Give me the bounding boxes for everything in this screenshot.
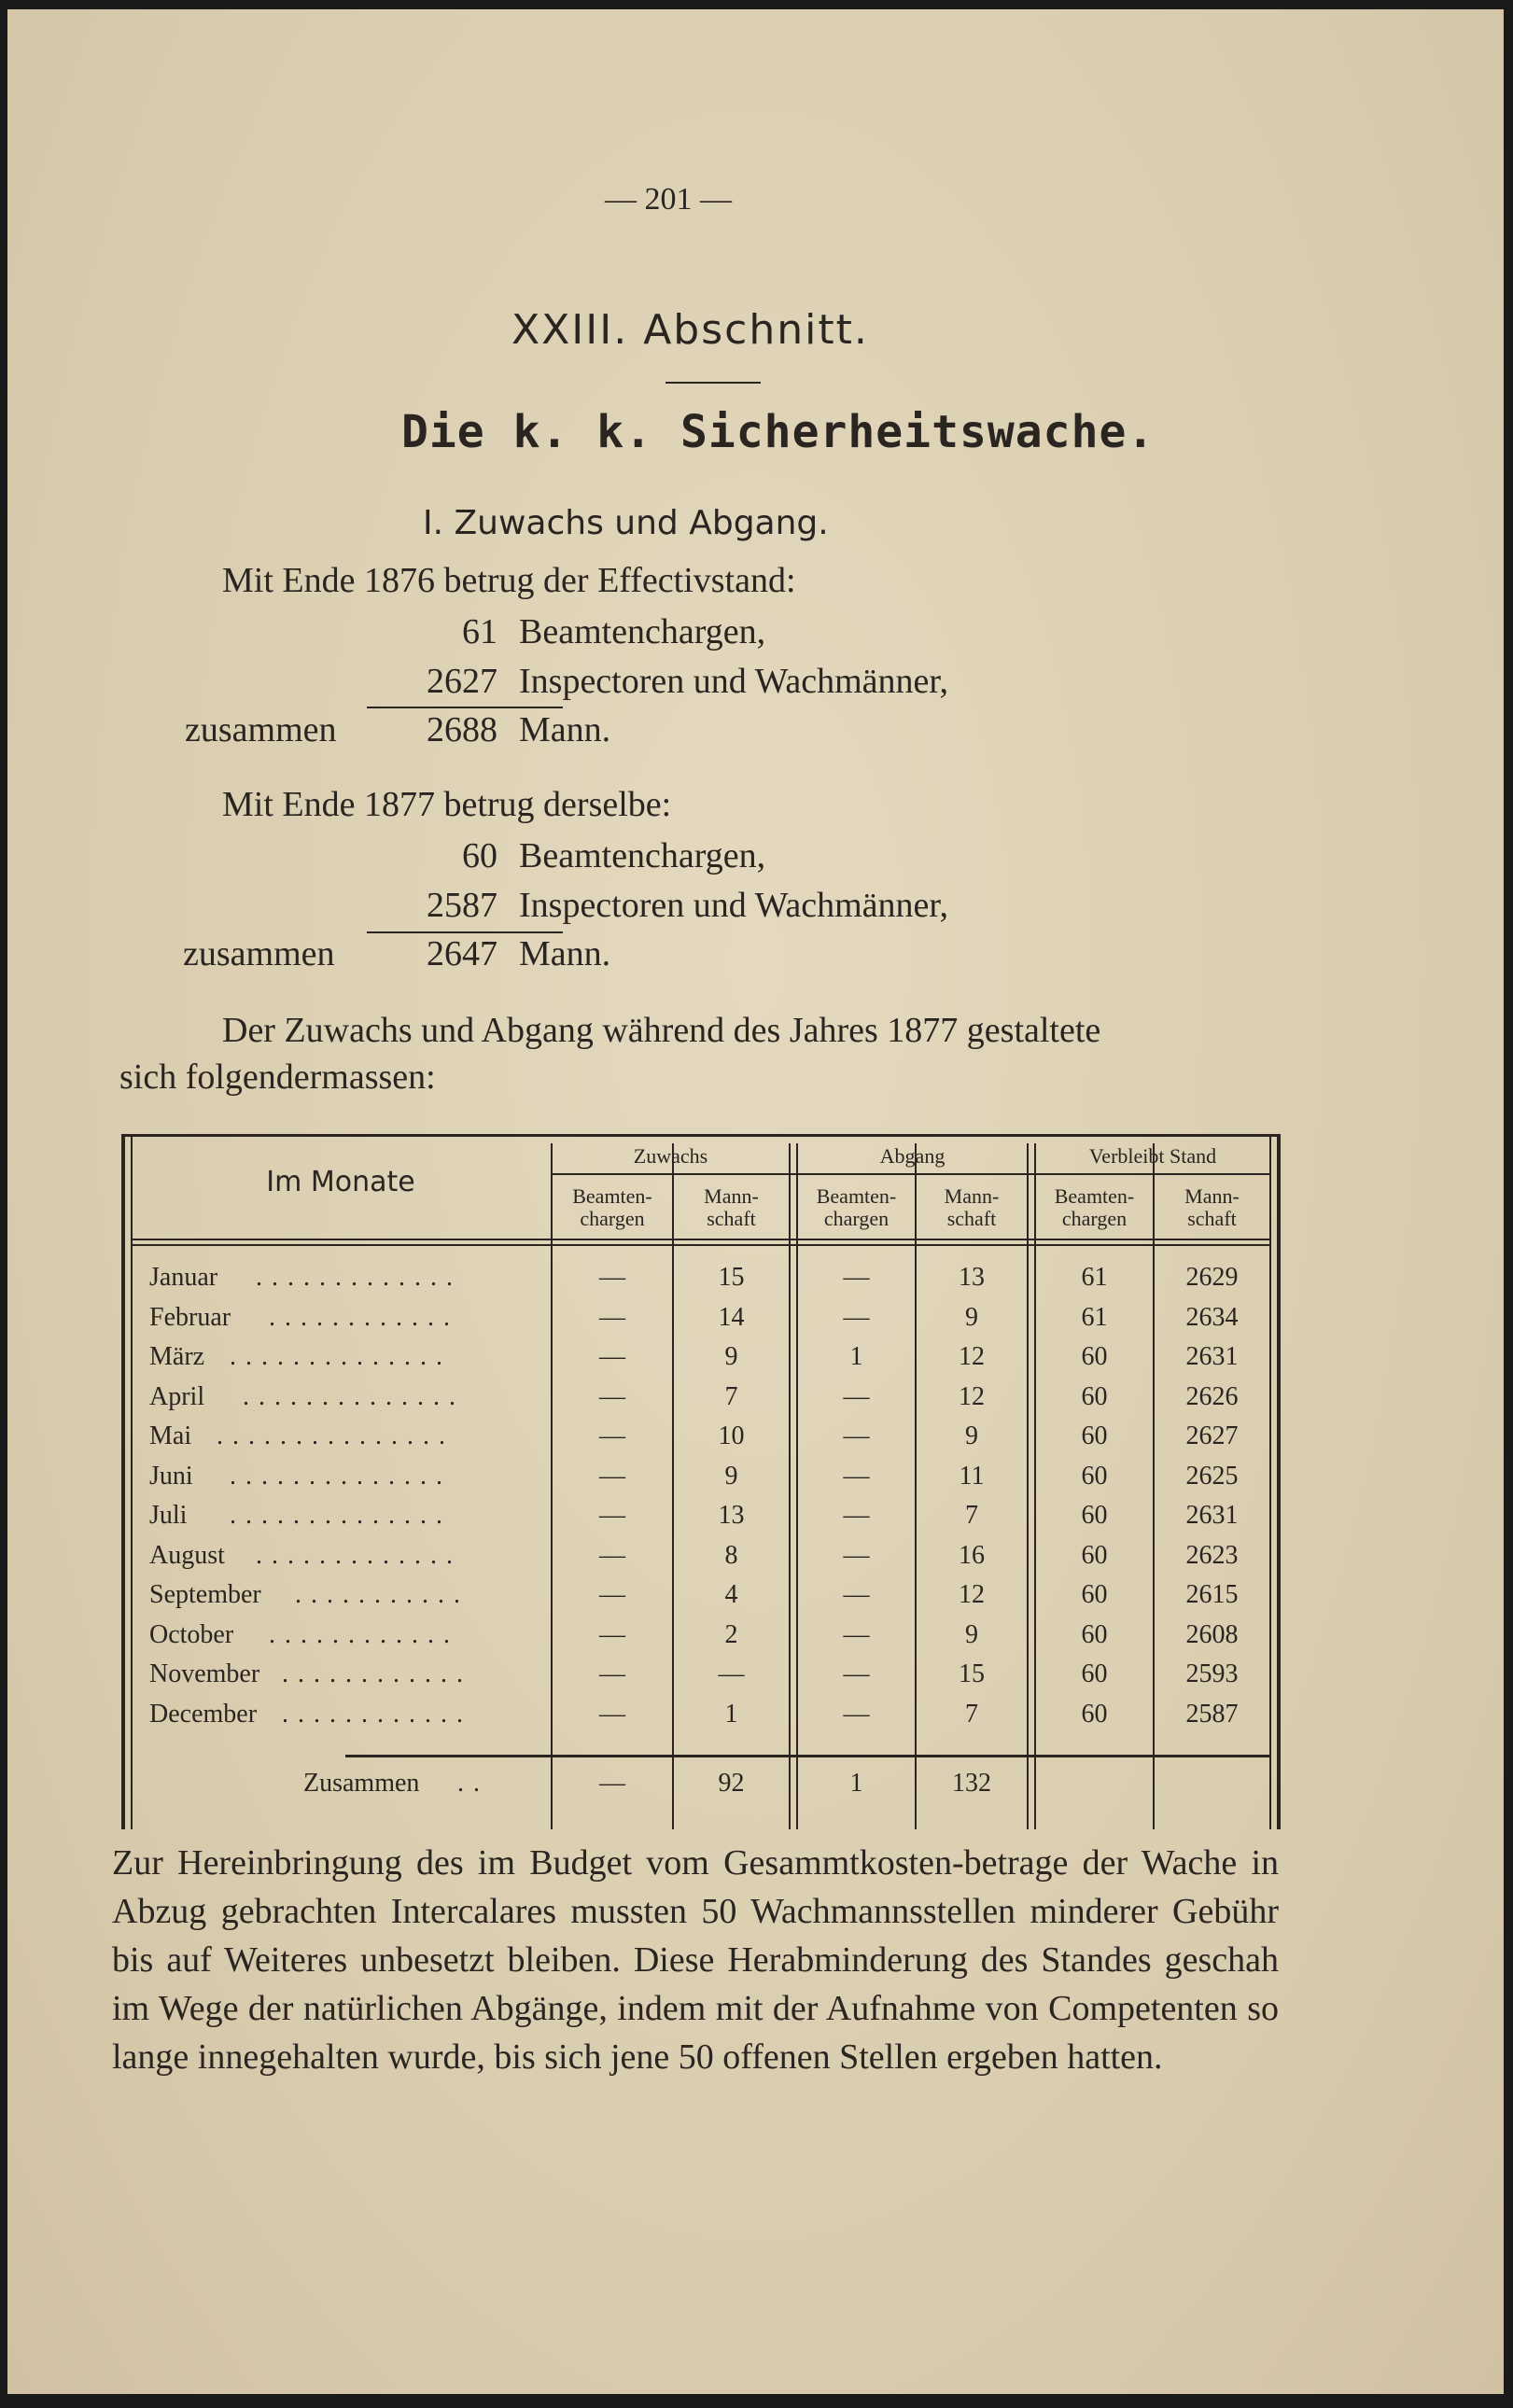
table-cell: — bbox=[599, 1769, 625, 1798]
leader-dots: .............. bbox=[230, 1342, 452, 1371]
table-cell: 13 bbox=[959, 1263, 985, 1292]
table-cell: 1 bbox=[724, 1699, 738, 1729]
count-1877-inspectoren: 2587 bbox=[427, 886, 497, 925]
intro-1877: Mit Ende 1877 betrug derselbe: bbox=[222, 785, 672, 824]
leader-dots: ............ bbox=[269, 1619, 459, 1649]
page-number: — 201 — bbox=[605, 182, 732, 217]
table-cell: 9 bbox=[965, 1302, 978, 1332]
table-cell: 2593 bbox=[1185, 1659, 1239, 1688]
month-label: August bbox=[149, 1540, 225, 1570]
table-cell: 16 bbox=[959, 1540, 985, 1570]
table-cell: 7 bbox=[724, 1381, 738, 1411]
subheader-stand-beamten: Beamten- chargen bbox=[1054, 1184, 1135, 1230]
table-cell: 132 bbox=[952, 1769, 991, 1798]
table-cell: 9 bbox=[965, 1421, 978, 1450]
table-cell: 2608 bbox=[1185, 1619, 1239, 1649]
col-divider bbox=[1027, 1143, 1029, 1829]
header-abgang: Abgang bbox=[879, 1144, 946, 1168]
month-label: October bbox=[149, 1619, 234, 1649]
table-cell: 2587 bbox=[1185, 1699, 1239, 1729]
section-heading: XXIII. Abschnitt. bbox=[511, 306, 869, 354]
table-cell: — bbox=[843, 1461, 870, 1491]
subheader-abgang-mann: Mann- schaft bbox=[944, 1184, 1000, 1230]
table-cell: 12 bbox=[959, 1580, 985, 1609]
leader-dots: ........... bbox=[295, 1580, 469, 1609]
table-cell: — bbox=[718, 1659, 745, 1688]
count-1876-beamten: 61 bbox=[462, 612, 497, 651]
table-cell: 61 bbox=[1081, 1302, 1108, 1332]
table-cell: — bbox=[599, 1699, 625, 1729]
leader-dots: .............. bbox=[243, 1381, 465, 1411]
table-cell: 2627 bbox=[1185, 1421, 1239, 1450]
table-cell: 11 bbox=[959, 1461, 985, 1491]
table-cell: 61 bbox=[1081, 1263, 1108, 1292]
table-cell: — bbox=[843, 1540, 870, 1570]
table-cell: 2634 bbox=[1185, 1302, 1239, 1332]
table-cell: 7 bbox=[965, 1501, 978, 1530]
count-1877-beamten: 60 bbox=[462, 836, 497, 875]
table-cell: — bbox=[599, 1263, 625, 1292]
table-cell: 9 bbox=[724, 1342, 738, 1371]
subheader-zuwachs-beamten: Beamten- chargen bbox=[572, 1184, 652, 1230]
table-cell: 2625 bbox=[1185, 1461, 1239, 1491]
subheader-zuwachs-mann: Mann- schaft bbox=[704, 1184, 759, 1230]
table-cell: 60 bbox=[1081, 1619, 1108, 1649]
table-cell: 15 bbox=[959, 1659, 985, 1688]
table-cell: 92 bbox=[718, 1769, 745, 1798]
table-top-border bbox=[121, 1134, 1279, 1137]
table-cell: 14 bbox=[718, 1302, 745, 1332]
header-group-rule bbox=[551, 1173, 1269, 1175]
table-cell: — bbox=[599, 1580, 625, 1609]
table-cell: 10 bbox=[718, 1421, 745, 1450]
heading-divider bbox=[665, 382, 761, 384]
header-bottom-rule bbox=[131, 1239, 1269, 1240]
count-1876-inspectoren: 2627 bbox=[427, 662, 497, 701]
table-cell: 9 bbox=[724, 1461, 738, 1491]
month-label: Juni bbox=[149, 1461, 193, 1491]
table-cell: — bbox=[843, 1302, 870, 1332]
paragraph-text: Zur Hereinbringung des im Budget vom Gesammtkosten-betrage der Wache in Abzug gebrachten Intercalares mussten 50 Wachmannsstellen minderer Gebühr bis auf Weiteres unbesetzt bleiben. Diese Herabminderung des Standes geschah im Wege der natürlichen Abgänge, indem mit der Aufnahme von Competenten so lange innegehalten wurde, bis sich jene 50 offenen Stellen ergeben hatten. bbox=[112, 1843, 1279, 2077]
total-rule-values bbox=[553, 1755, 1269, 1757]
month-label: Mai bbox=[149, 1421, 192, 1450]
leader-dots: .............. bbox=[230, 1461, 452, 1491]
table-cell: — bbox=[843, 1699, 870, 1729]
table-cell: 8 bbox=[724, 1540, 738, 1570]
total-unit-1877: Mann. bbox=[519, 934, 611, 973]
leader-dots: ............. bbox=[256, 1540, 462, 1570]
table-cell: 60 bbox=[1081, 1659, 1108, 1688]
table-cell: — bbox=[843, 1501, 870, 1530]
table-cell: 60 bbox=[1081, 1381, 1108, 1411]
month-label: September bbox=[149, 1580, 261, 1609]
table-cell: 2 bbox=[724, 1619, 738, 1649]
table-cell: — bbox=[599, 1421, 625, 1450]
table-cell: 2615 bbox=[1185, 1580, 1239, 1609]
header-month: Im Monate bbox=[266, 1166, 415, 1198]
total-row-label: Zusammen bbox=[303, 1769, 420, 1798]
table-cell: — bbox=[599, 1381, 625, 1411]
table-cell: 15 bbox=[718, 1263, 745, 1292]
table-cell: — bbox=[599, 1501, 625, 1530]
page-title: Die k. k. Sicherheitswache. bbox=[401, 406, 1156, 458]
table-cell: 12 bbox=[959, 1342, 985, 1371]
total-rule bbox=[345, 1755, 551, 1757]
leader-dots: ............ bbox=[282, 1659, 472, 1688]
leader-dots: ............ bbox=[282, 1699, 472, 1729]
table-cell: 2623 bbox=[1185, 1540, 1239, 1570]
table-intro-line2: sich folgendermassen: bbox=[119, 1057, 436, 1097]
leader-dots: .............. bbox=[230, 1501, 452, 1530]
leader-dots: ............ bbox=[269, 1302, 459, 1332]
table-cell: 60 bbox=[1081, 1342, 1108, 1371]
sum-rule-1876 bbox=[367, 707, 563, 708]
header-bottom-rule-2 bbox=[131, 1244, 1269, 1246]
table-right-border bbox=[1277, 1134, 1281, 1829]
label-1876-inspectoren: Inspectoren und Wachmänner, bbox=[519, 662, 949, 701]
month-label: Februar bbox=[149, 1302, 231, 1332]
total-1876: 2688 bbox=[427, 710, 497, 749]
table-cell: 60 bbox=[1081, 1461, 1108, 1491]
table-cell: — bbox=[599, 1461, 625, 1491]
table-cell: 2629 bbox=[1185, 1263, 1239, 1292]
body-paragraph bbox=[112, 1839, 1279, 2081]
label-1876-beamten: Beamtenchargen, bbox=[519, 612, 766, 651]
intro-1876: Mit Ende 1876 betrug der Effectivstand: bbox=[222, 561, 796, 600]
table-cell: 2631 bbox=[1185, 1342, 1239, 1371]
header-zuwachs: Zuwachs bbox=[633, 1144, 708, 1168]
table-cell: 60 bbox=[1081, 1501, 1108, 1530]
table-cell: 2631 bbox=[1185, 1501, 1239, 1530]
month-label: Juli bbox=[149, 1501, 188, 1530]
label-1877-inspectoren: Inspectoren und Wachmänner, bbox=[519, 886, 949, 925]
month-label: November bbox=[149, 1659, 260, 1688]
table-cell: 4 bbox=[724, 1580, 738, 1609]
table-cell: — bbox=[843, 1421, 870, 1450]
table-cell: — bbox=[843, 1619, 870, 1649]
total-label-1877: zusammen bbox=[183, 934, 335, 973]
leader-dots: ............... bbox=[217, 1421, 455, 1450]
table-cell: — bbox=[843, 1580, 870, 1609]
total-label-1876: zusammen bbox=[185, 710, 337, 749]
table-cell: 60 bbox=[1081, 1580, 1108, 1609]
table-cell: 1 bbox=[849, 1769, 863, 1798]
table-cell: 13 bbox=[718, 1501, 745, 1530]
month-label: März bbox=[149, 1342, 205, 1371]
label-1877-beamten: Beamtenchargen, bbox=[519, 836, 766, 875]
table-cell: — bbox=[843, 1659, 870, 1688]
table-cell: 1 bbox=[849, 1342, 863, 1371]
table-cell: — bbox=[843, 1263, 870, 1292]
leader-dots: ............. bbox=[256, 1263, 462, 1292]
table-cell: 9 bbox=[965, 1619, 978, 1649]
statistics-table bbox=[121, 1134, 1279, 1829]
col-divider bbox=[789, 1143, 791, 1829]
table-left-border bbox=[121, 1134, 125, 1829]
table-cell: — bbox=[599, 1540, 625, 1570]
month-label: December bbox=[149, 1699, 258, 1729]
subheader-abgang-beamten: Beamten- chargen bbox=[816, 1184, 897, 1230]
table-cell: 60 bbox=[1081, 1421, 1108, 1450]
table-cell: 60 bbox=[1081, 1699, 1108, 1729]
table-intro-line1: Der Zuwachs und Abgang während des Jahres 1877 gestaltete bbox=[222, 1011, 1101, 1050]
leader-dots: .. bbox=[457, 1769, 489, 1798]
month-label: April bbox=[149, 1381, 205, 1411]
table-cell: 60 bbox=[1081, 1540, 1108, 1570]
table-cell: — bbox=[599, 1659, 625, 1688]
table-right-inner-border bbox=[1269, 1134, 1271, 1829]
subheading: I. Zuwachs und Abgang. bbox=[423, 504, 829, 542]
table-cell: — bbox=[599, 1342, 625, 1371]
month-label: Januar bbox=[149, 1263, 218, 1292]
header-verbleibt-stand: Verbleibt Stand bbox=[1088, 1144, 1217, 1168]
table-cell: — bbox=[599, 1619, 625, 1649]
table-cell: — bbox=[599, 1302, 625, 1332]
book-page bbox=[7, 9, 1504, 2394]
table-cell: 12 bbox=[959, 1381, 985, 1411]
table-cell: — bbox=[843, 1381, 870, 1411]
total-1877: 2647 bbox=[427, 934, 497, 973]
subheader-stand-mann: Mann- schaft bbox=[1184, 1184, 1240, 1230]
table-cell: 2626 bbox=[1185, 1381, 1239, 1411]
total-unit-1876: Mann. bbox=[519, 710, 611, 749]
table-cell: 7 bbox=[965, 1699, 978, 1729]
